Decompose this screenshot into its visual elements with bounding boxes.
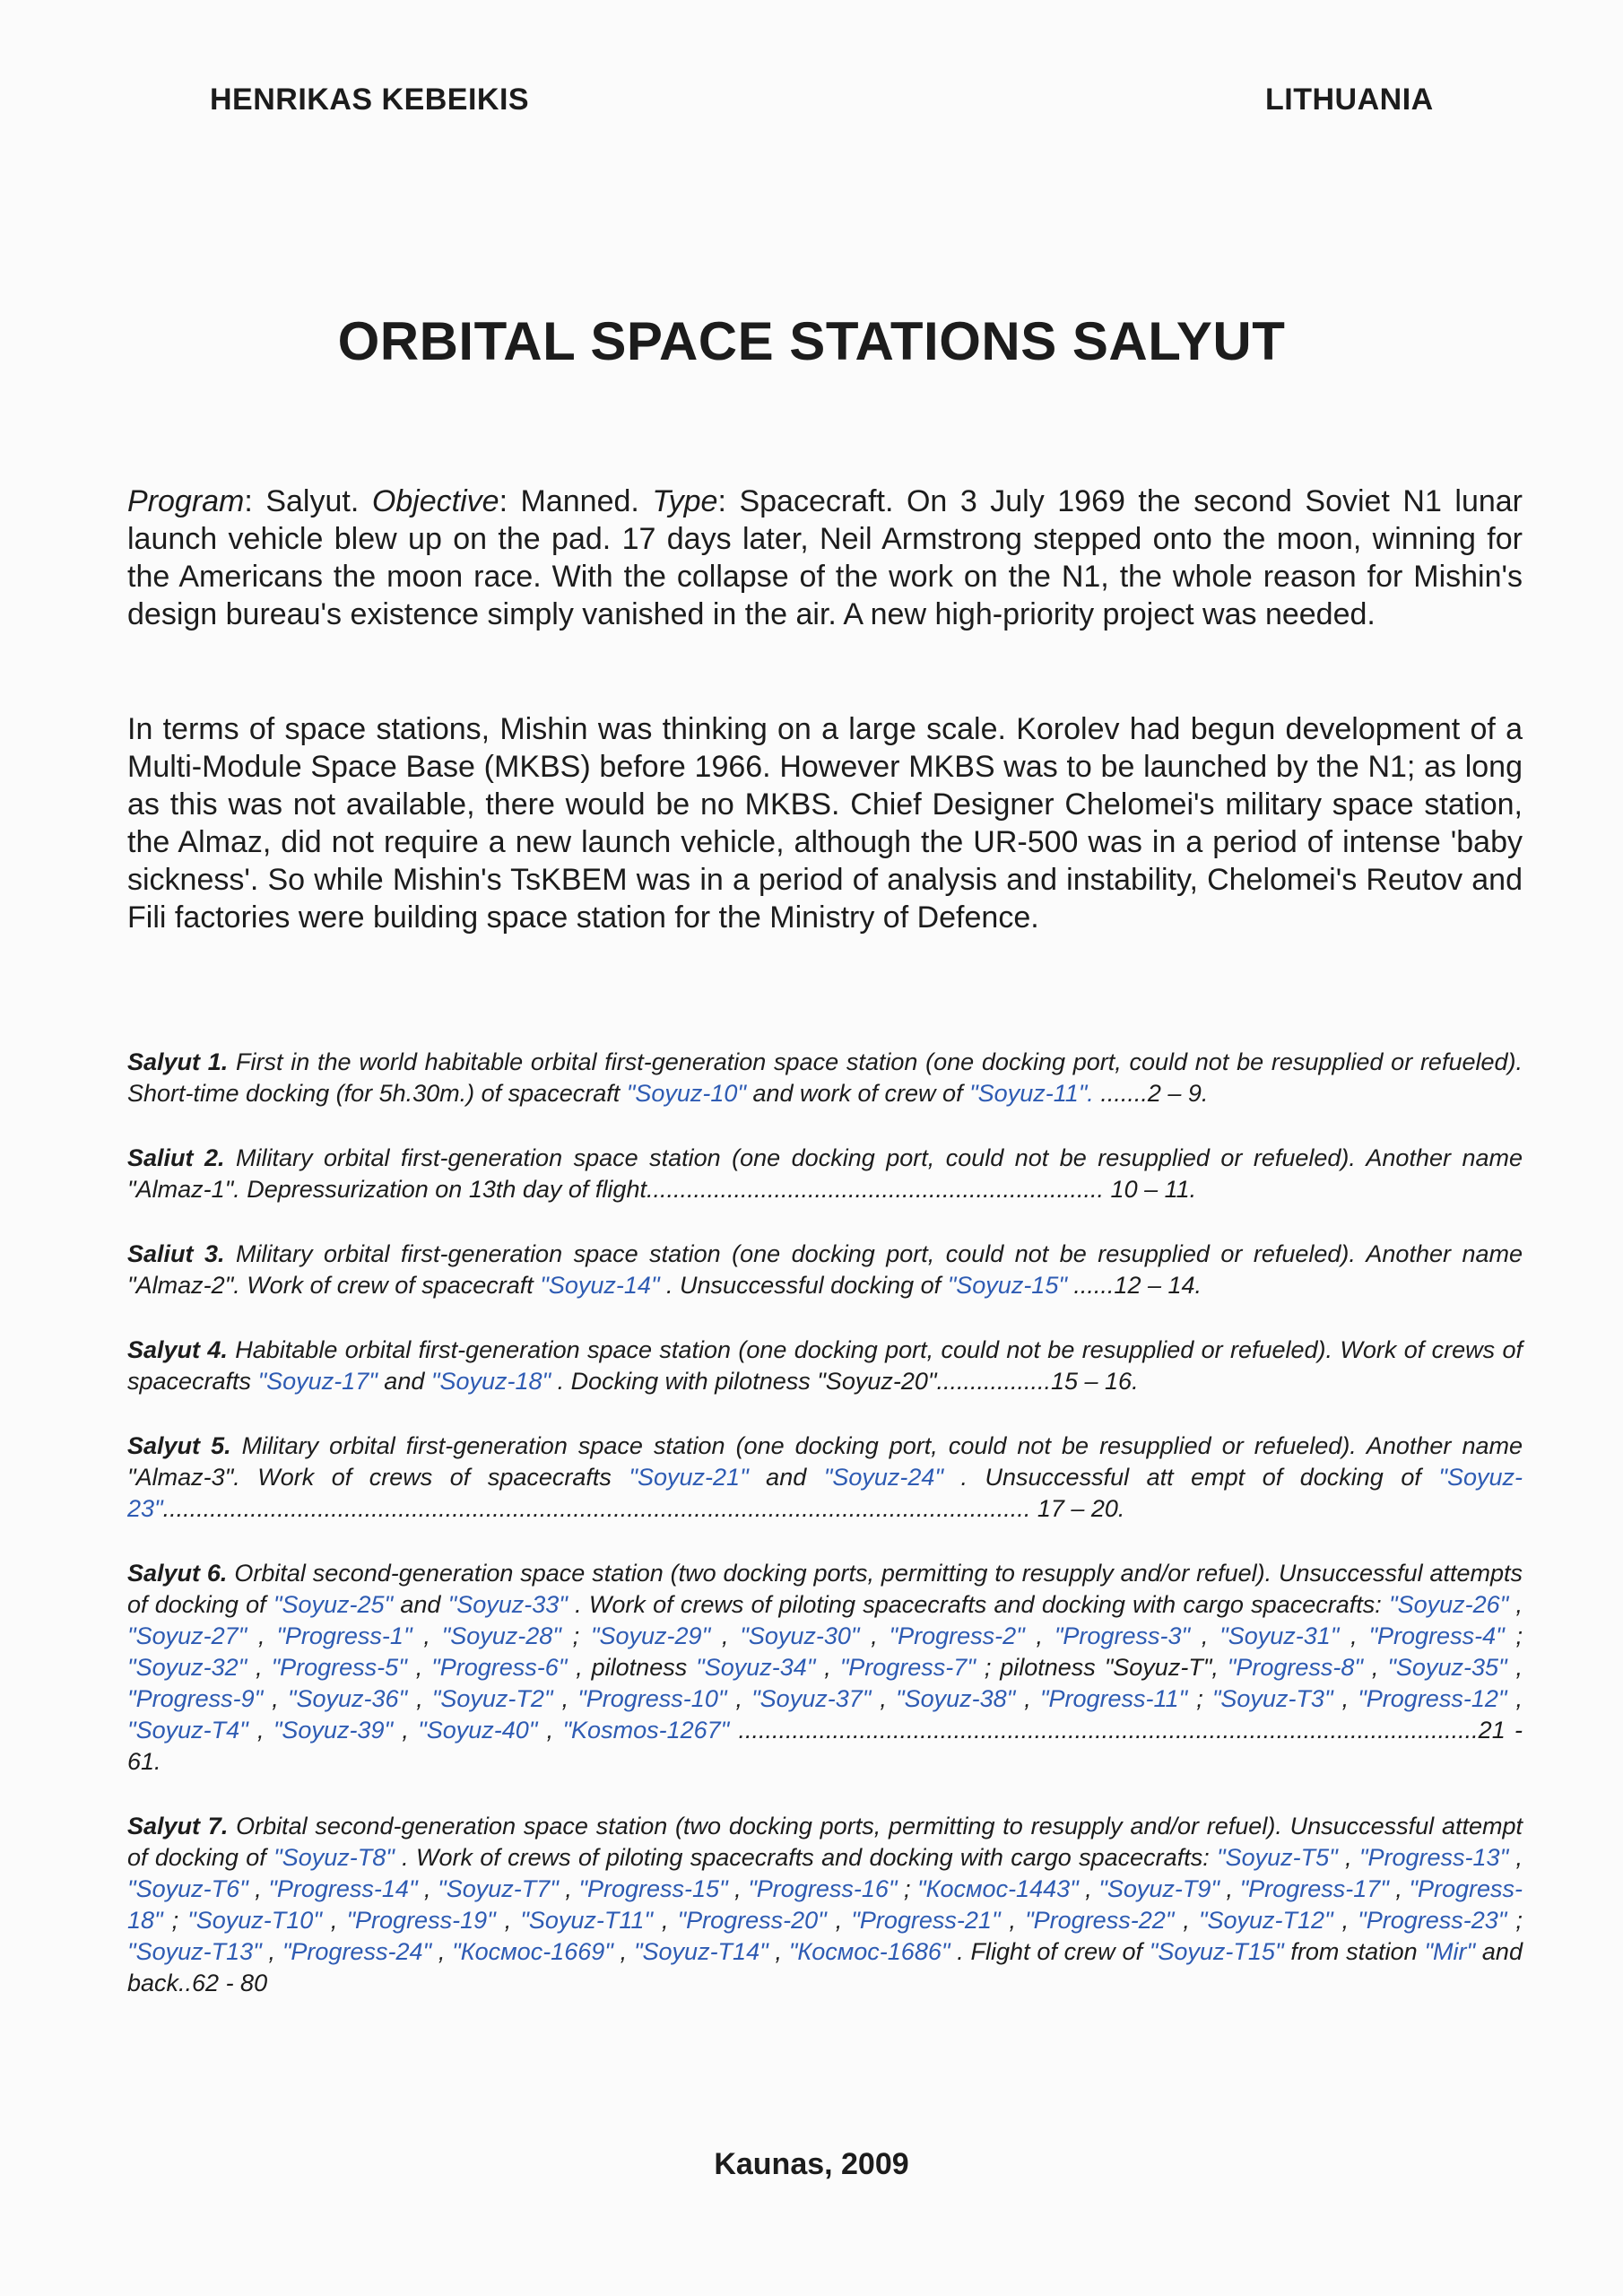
text-run: , (1363, 1654, 1388, 1681)
spacecraft-reference: "Soyuz-T7" (438, 1875, 559, 1902)
station-name: Salyut 7. (127, 1813, 229, 1839)
text-run: First in the world habitable orbital first-generation space station (one docking port, could not be resupplied or refueled). Short-time docking (for 5h.30m.) of spacecraft (127, 1048, 1523, 1107)
spacecraft-reference: "Progress-19" (346, 1907, 496, 1934)
text-run: . Work of crews of piloting spacecrafts and docking with cargo spacecrafts: (394, 1844, 1218, 1871)
spacecraft-reference: "Progress-20" (677, 1907, 827, 1934)
spacecraft-reference: "Soyuz-14" (540, 1272, 660, 1299)
page-range: .......2 – 9. (1093, 1080, 1209, 1107)
text-run: ; (1504, 1622, 1523, 1649)
text-run: , pilotness (567, 1654, 697, 1681)
spacecraft-reference: "Soyuz-T14" (633, 1938, 768, 1965)
text-run: , (412, 1622, 442, 1649)
spacecraft-reference: "Soyuz-29" (590, 1622, 711, 1649)
text-run: , (1506, 1654, 1523, 1681)
spacecraft-reference: "Progress-17" (1239, 1875, 1389, 1902)
station-entry (127, 1143, 1523, 1205)
spacecraft-reference: "Soyuz-11". (969, 1080, 1094, 1107)
station-name: Salyut 4. (127, 1336, 228, 1363)
text-run: , (1015, 1685, 1040, 1712)
spacecraft-reference: "Soyuz-31" (1219, 1622, 1340, 1649)
spacecraft-reference: "Soyuz-T3" (1211, 1685, 1333, 1712)
station-entries-list (127, 1047, 1523, 2032)
spacecraft-reference: "Космос-1443" (917, 1875, 1079, 1902)
header-country: LITHUANIA (1265, 83, 1434, 117)
spacecraft-reference: "Progress-24" (282, 1938, 432, 1965)
text-run: : Manned. (499, 484, 653, 518)
text-run: , (727, 1875, 749, 1902)
text-run: , (1337, 1844, 1359, 1871)
station-entry (127, 1811, 1523, 1999)
spacecraft-reference: "Soyuz-21" (629, 1464, 749, 1491)
spacecraft-reference: "Soyuz-36" (287, 1685, 408, 1712)
station-name: Salyut 1. (127, 1048, 229, 1075)
text-run: . Flight of crew of (950, 1938, 1150, 1965)
station-name: Saliut 2. (127, 1144, 225, 1171)
text-run: , (431, 1938, 453, 1965)
header-author: HENRIKAS KEBEIKIS (210, 83, 530, 117)
spacecraft-reference: "Soyuz-T6" (127, 1875, 248, 1902)
text-run: and (748, 1464, 824, 1491)
spacecraft-reference: "Soyuz-28" (441, 1622, 561, 1649)
spacecraft-reference: "Soyuz-T12" (1198, 1907, 1333, 1934)
text-run: ................................................................................................................................. 17 – 20. (162, 1495, 1125, 1522)
text-run: Military orbital first-generation space station (one docking port, could not be resupplied or refueled). Another name "Almaz-2". Work of crew of spacecraft (127, 1240, 1523, 1299)
text-run: , (612, 1938, 634, 1965)
text-run: , (247, 1875, 269, 1902)
text-run: , (1190, 1622, 1220, 1649)
text-run: . Unsuccessful att empt of docking of (942, 1464, 1439, 1491)
text-run: , (726, 1685, 752, 1712)
station-name: Salyut 6. (127, 1560, 228, 1587)
spacecraft-reference: "Progress-2" (889, 1622, 1025, 1649)
spacecraft-reference: "Soyuz-18" (430, 1368, 551, 1395)
spacecraft-reference: "Soyuz-30" (740, 1622, 860, 1649)
spacecraft-reference: "Progress-5" (271, 1654, 407, 1681)
intro-paragraph-2 (127, 710, 1523, 936)
spacecraft-reference: "Soyuz-T15" (1149, 1938, 1284, 1965)
text-run: : Spacecraft. On 3 July 1969 the second Soviet N1 lunar launch vehicle blew up on the pad. 17 days later, Neil Armstrong stepped onto the moon, winning for the Americans the moon race. With the collapse of the work on the N1, the whole reason for Mishin's design bureau's existence simply vanished in the air. A new high-priority project was needed. (127, 484, 1523, 631)
text-run: ; (1506, 1907, 1523, 1934)
spacecraft-reference: "Космос-1686" (788, 1938, 950, 1965)
spacecraft-reference: "Progress-11" (1039, 1685, 1188, 1712)
spacecraft-reference: "Soyuz-27" (127, 1622, 247, 1649)
text-run: ; pilotness "Soyuz-T", (975, 1654, 1228, 1681)
text-run: , (247, 1717, 273, 1744)
field-label: Type (652, 484, 718, 518)
spacecraft-reference: "Progress-1" (276, 1622, 412, 1649)
text-run: , (652, 1907, 678, 1934)
text-run: , (1174, 1907, 1199, 1934)
text-run: ; (1187, 1685, 1212, 1712)
text-run: ..............................................................................................................21 - 61. (127, 1717, 1523, 1775)
spacecraft-reference: "Soyuz-T11" (520, 1907, 653, 1934)
text-run: , (1332, 1907, 1358, 1934)
station-name: Salyut 5. (127, 1432, 231, 1459)
spacecraft-reference: "Soyuz-T2" (431, 1685, 553, 1712)
text-run: . Docking with pilotness "Soyuz-20".................15 – 16. (551, 1368, 1139, 1395)
station-entry (127, 1431, 1523, 1525)
footer-place-year: Kaunas, 2009 (714, 2147, 909, 2181)
text-run: , (393, 1717, 419, 1744)
text-run: , (768, 1938, 789, 1965)
spacecraft-reference: "Soyuz-35" (1387, 1654, 1507, 1681)
spacecraft-reference: "Космос-1669" (452, 1938, 613, 1965)
intro-paragraph-1 (127, 483, 1523, 633)
text-run: In terms of space stations, Mishin was thinking on a large scale. Korolev had begun development of a Multi-Module Space Base (MKBS) before 1966. However MKBS was to be launched by the N1; as long as this was not available, there would be no MKBS. Chief Designer Chelomei's military space station, the Almaz, did not require a new launch vehicle, although the UR-500 was in a period of intense 'baby sickness'. So while Mishin's TsKBEM was in a period of analysis and instability, Chelomei's Reutov and Fili factories were building space station for the Ministry of Defence. (127, 712, 1523, 935)
spacecraft-reference: "Soyuz-10" (626, 1080, 746, 1107)
field-label: Objective (371, 484, 499, 518)
spacecraft-reference: "Progress-13" (1358, 1844, 1509, 1871)
spacecraft-reference: "Soyuz-25" (273, 1591, 394, 1618)
spacecraft-reference: "Progress-6" (431, 1654, 568, 1681)
spacecraft-reference: "Soyuz-34" (696, 1654, 816, 1681)
text-run: Habitable orbital first-generation space station (one docking port, could not be resupplied or refueled). Work of crews of spacecrafts (127, 1336, 1523, 1395)
text-run: , (859, 1622, 890, 1649)
spacecraft-reference: "Soyuz-26" (1389, 1591, 1509, 1618)
text-run: , (407, 1685, 432, 1712)
spacecraft-reference: "Progress-23" (1358, 1907, 1507, 1934)
spacecraft-reference: "Soyuz-24" (823, 1464, 943, 1491)
station-entry (127, 1047, 1523, 1109)
text-run: , (537, 1717, 563, 1744)
text-run: , (495, 1907, 521, 1934)
text-run: , (1078, 1875, 1099, 1902)
spacecraft-reference: "Soyuz-38" (896, 1685, 1016, 1712)
spacecraft-reference: "Soyuz-23" (127, 1464, 1523, 1522)
text-run: Orbital second-generation space station (two docking ports, permitting to resupply and/or refuel). Unsuccessful attempts of docking of (127, 1560, 1523, 1618)
text-run: . Unsuccessful docking of (659, 1272, 948, 1299)
spacecraft-reference: "Soyuz-T8" (273, 1844, 395, 1871)
field-label: Program (127, 484, 245, 518)
text-run: , (1219, 1875, 1240, 1902)
spacecraft-reference: "Progress-22" (1025, 1907, 1175, 1934)
page-range: ......12 – 14. (1066, 1272, 1202, 1299)
text-run: , (871, 1685, 896, 1712)
spacecraft-reference: "Progress-10" (577, 1685, 727, 1712)
spacecraft-reference: "Soyuz-15" (947, 1272, 1067, 1299)
spacecraft-reference: "Soyuz-39" (273, 1717, 394, 1744)
spacecraft-reference: "Soyuz-40" (418, 1717, 538, 1744)
text-run: , (321, 1907, 347, 1934)
station-name: Saliut 3. (127, 1240, 225, 1267)
spacecraft-reference: "Soyuz-33" (447, 1591, 568, 1618)
spacecraft-reference: "Progress-18" (127, 1875, 1523, 1934)
text-run: , (826, 1907, 852, 1934)
text-run: ; (560, 1622, 591, 1649)
text-run: , (815, 1654, 840, 1681)
text-run: Military orbital first-generation space station (one docking port, could not be resupplied or refueled). Another name "Almaz-1". Depressurization on 13th day of flight.................................................................... 10 – 11. (127, 1144, 1523, 1203)
page-title: ORBITAL SPACE STATIONS SALYUT (337, 311, 1286, 371)
text-run: : Salyut. (244, 484, 372, 518)
text-run: , (1024, 1622, 1055, 1649)
text-run: Military orbital first-generation space station (one docking port, could not be resupplied or refueled). Another name "Almaz-3". Work of crews of spacecrafts (127, 1432, 1523, 1491)
spacecraft-reference: "Progress-4" (1368, 1622, 1505, 1649)
text-run: , (1332, 1685, 1358, 1712)
spacecraft-reference: "Mir" (1424, 1938, 1476, 1965)
text-run: from station (1283, 1938, 1425, 1965)
text-run: , (261, 1938, 282, 1965)
spacecraft-reference: "Kosmos-1267" (562, 1717, 730, 1744)
spacecraft-reference: "Soyuz-T4" (127, 1717, 248, 1744)
text-run: , (1388, 1875, 1410, 1902)
text-run: and (393, 1591, 448, 1618)
spacecraft-reference: "Soyuz-17" (257, 1368, 378, 1395)
text-run: , (1000, 1907, 1026, 1934)
text-run: , (1339, 1622, 1369, 1649)
spacecraft-reference: "Soyuz-32" (127, 1654, 247, 1681)
text-run: ; (162, 1907, 188, 1934)
text-run: , (1508, 1844, 1523, 1871)
station-entry (127, 1558, 1523, 1778)
text-run: , (558, 1875, 579, 1902)
spacecraft-reference: "Progress-15" (578, 1875, 728, 1902)
spacecraft-reference: "Progress-21" (851, 1907, 1001, 1934)
spacecraft-reference: "Soyuz-T10" (187, 1907, 322, 1934)
text-run: , (247, 1654, 272, 1681)
text-run: , (406, 1654, 432, 1681)
spacecraft-reference: "Soyuz-37" (751, 1685, 872, 1712)
text-run: , (1508, 1591, 1523, 1618)
text-run: Orbital second-generation space station (two docking ports, permitting to resupply and/or refuel). Unsuccessful attempt of docking of (127, 1813, 1523, 1871)
text-run: , (710, 1622, 741, 1649)
spacecraft-reference: "Progress-16" (748, 1875, 898, 1902)
spacecraft-reference: "Progress-14" (268, 1875, 418, 1902)
text-run: and back..62 - 80 (127, 1938, 1523, 1996)
spacecraft-reference: "Soyuz-T13" (127, 1938, 262, 1965)
text-run: , (247, 1622, 277, 1649)
text-run: , (1506, 1685, 1523, 1712)
text-run: . Work of crews of piloting spacecrafts and docking with cargo spacecrafts: (567, 1591, 1389, 1618)
spacecraft-reference: "Progress-12" (1358, 1685, 1507, 1712)
spacecraft-reference: "Soyuz-T5" (1217, 1844, 1338, 1871)
station-entry (127, 1239, 1523, 1301)
text-run: and work of crew of (745, 1080, 970, 1107)
spacecraft-reference: "Progress-8" (1227, 1654, 1364, 1681)
spacecraft-reference: "Progress-9" (127, 1685, 264, 1712)
spacecraft-reference: "Progress-3" (1054, 1622, 1191, 1649)
text-run: , (263, 1685, 288, 1712)
text-run: ; (897, 1875, 918, 1902)
spacecraft-reference: "Progress-7" (839, 1654, 976, 1681)
text-run: , (552, 1685, 578, 1712)
text-run: and (377, 1368, 431, 1395)
text-run: , (417, 1875, 438, 1902)
station-entry (127, 1335, 1523, 1397)
spacecraft-reference: "Soyuz-T9" (1098, 1875, 1220, 1902)
